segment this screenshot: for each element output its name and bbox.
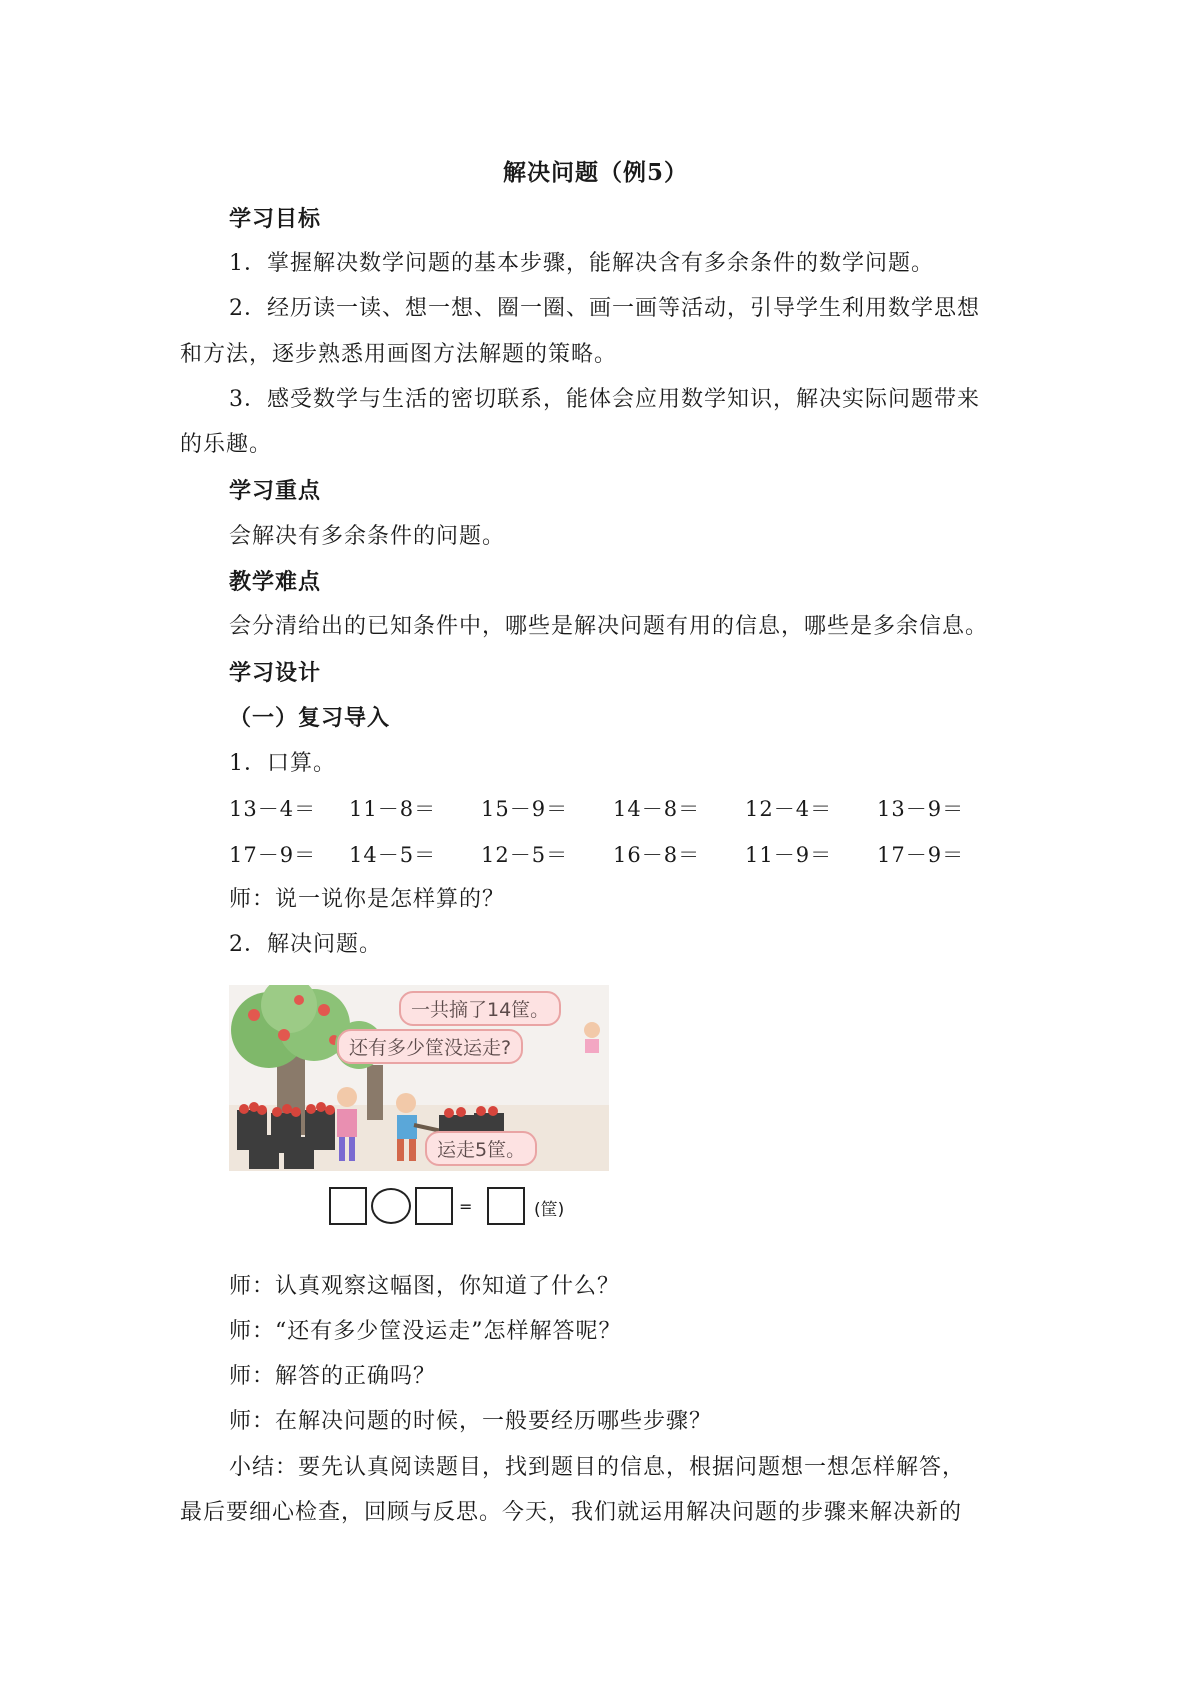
- unit-label: (筐): [534, 1200, 565, 1220]
- goal-item-3-line-1: 3．感受数学与生活的密切联系，能体会应用数学知识，解决实际问题带来: [229, 387, 980, 412]
- key-point-text: 会解决有多余条件的问题。: [229, 524, 506, 549]
- operator-circle[interactable]: [371, 1188, 411, 1224]
- answer-box-1[interactable]: [329, 1187, 367, 1225]
- calc-item: 11－8＝: [349, 797, 437, 821]
- summary-line-1: 小结：要先认真阅读题目，找到题目的信息，根据问题想一想怎样解答，: [229, 1455, 966, 1480]
- goal-item-3-line-2: 的乐趣。: [180, 432, 273, 457]
- equals-sign: =: [459, 1197, 473, 1216]
- difficulty-text: 会分清给出的已知条件中，哪些是解决问题有用的信息，哪些是多余信息。: [229, 614, 989, 639]
- key-point-heading: 学习重点: [229, 478, 322, 504]
- calc-item: 13－4＝: [229, 797, 317, 821]
- summary-line-2: 最后要细心检查，回顾与反思。今天，我们就运用解决问题的步骤来解决新的: [180, 1500, 963, 1525]
- calc-item: 12－4＝: [745, 797, 833, 821]
- calc-item: 14－5＝: [349, 843, 437, 867]
- review-section-heading: （一）复习导入: [229, 705, 391, 731]
- answer-box-2[interactable]: [415, 1187, 453, 1225]
- dialogue-q1: 师：认真观察这幅图，你知道了什么？: [229, 1274, 621, 1299]
- teacher-question-calc: 师：说一说你是怎样算的？: [229, 887, 506, 912]
- calc-item: 15－9＝: [481, 797, 569, 821]
- difficulty-heading: 教学难点: [229, 569, 322, 595]
- dialogue-q2: 师：“还有多少筐没运走”怎样解答呢？: [229, 1319, 622, 1344]
- goal-item-1: 1．掌握解决数学问题的基本步骤，能解决含有多余条件的数学问题。: [229, 251, 934, 276]
- calc-item: 11－9＝: [745, 843, 833, 867]
- calc-item: 17－9＝: [877, 843, 965, 867]
- calc-item: 12－5＝: [481, 843, 569, 867]
- speech-bubble-question: 还有多少筐没运走?: [337, 1029, 523, 1064]
- dialogue-q3: 师：解答的正确吗？: [229, 1364, 437, 1389]
- speech-bubble-total: 一共摘了14筐。: [399, 991, 561, 1026]
- dialogue-q4: 师：在解决问题的时候，一般要经历哪些步骤？: [229, 1409, 713, 1434]
- calc-item: 13－9＝: [877, 797, 965, 821]
- oral-calc-heading: 1．口算。: [229, 751, 336, 776]
- page-title: 解决问题（例5）: [502, 159, 688, 186]
- apple-orchard-illustration: [229, 985, 609, 1171]
- calc-item: 17－9＝: [229, 843, 317, 867]
- goal-item-2-line-1: 2．经历读一读、想一想、圈一圈、画一画等活动，引导学生利用数学思想: [229, 296, 980, 321]
- calc-item: 16－8＝: [613, 843, 701, 867]
- design-heading: 学习设计: [229, 660, 322, 686]
- answer-box-result[interactable]: [487, 1187, 525, 1225]
- speech-bubble-moved: 运走5筐。: [425, 1131, 537, 1166]
- goal-item-2-line-2: 和方法，逐步熟悉用画图方法解题的策略。: [180, 342, 618, 367]
- goals-heading: 学习目标: [229, 206, 322, 232]
- calc-item: 14－8＝: [613, 797, 701, 821]
- problem-heading: 2．解决问题。: [229, 932, 382, 957]
